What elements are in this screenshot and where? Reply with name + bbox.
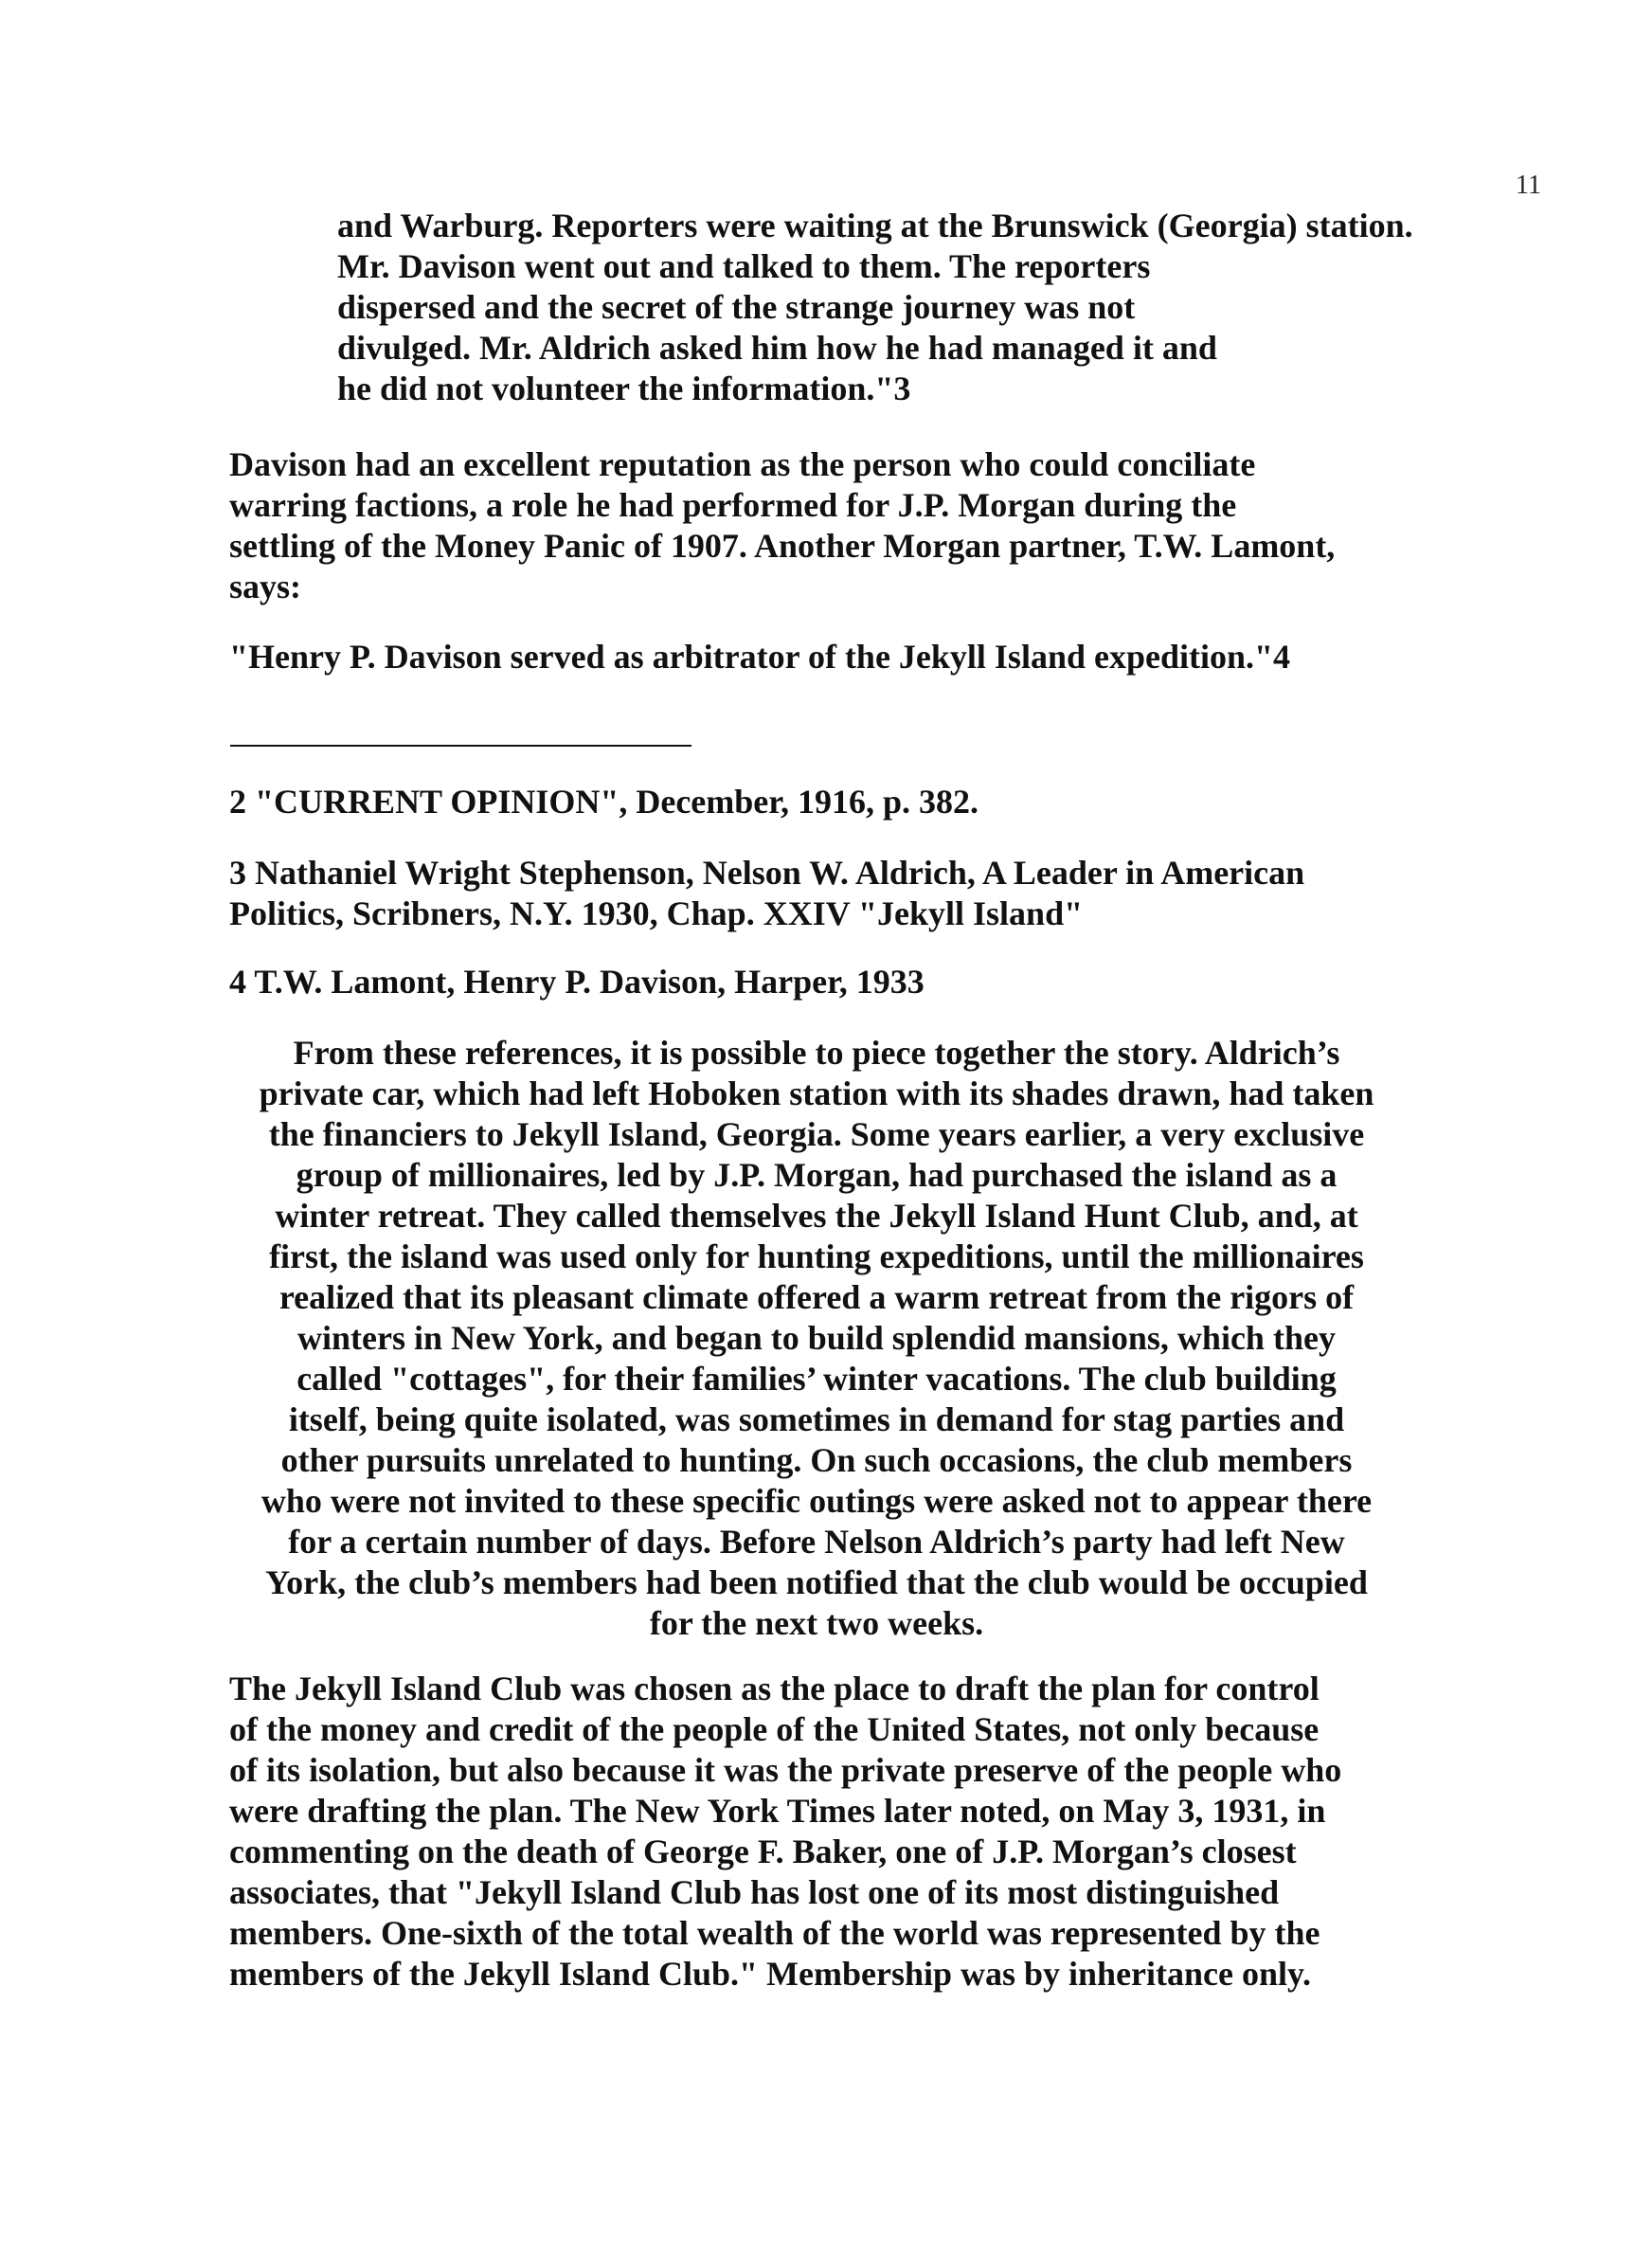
centered-line: first, the island was used only for hunting expeditions, until the millionaires bbox=[269, 1237, 1364, 1275]
footnote-3 bbox=[229, 853, 1304, 934]
quote-line: dispersed and the secret of the strange journey was not bbox=[337, 288, 1136, 326]
paragraph-line: members of the Jekyll Island Club." Membership was by inheritance only. bbox=[229, 1955, 1312, 1993]
centered-line: for the next two weeks. bbox=[649, 1604, 984, 1642]
paragraph-davison bbox=[229, 444, 1335, 607]
paragraph-line: commenting on the death of George F. Baker, one of J.P. Morgan’s closest bbox=[229, 1833, 1297, 1870]
quote-block bbox=[337, 206, 1413, 409]
quote-line: Mr. Davison went out and talked to them. The reporters bbox=[337, 247, 1151, 285]
footnote-2: 2 "CURRENT OPINION", December, 1916, p. 382. bbox=[229, 783, 979, 821]
paragraph-line: The Jekyll Island Club was chosen as the place to draft the plan for control bbox=[229, 1670, 1320, 1707]
centered-line: itself, being quite isolated, was sometimes in demand for stag parties and bbox=[288, 1400, 1345, 1438]
footnote-line: 3 Nathaniel Wright Stephenson, Nelson W. Aldrich, A Leader in American bbox=[229, 854, 1305, 892]
centered-line: York, the club’s members had been notified that the club would be occupied bbox=[265, 1563, 1368, 1601]
centered-line: for a certain number of days. Before Nelson Aldrich’s party had left New bbox=[288, 1523, 1345, 1561]
paragraph-line: warring factions, a role he had performed for J.P. Morgan during the bbox=[229, 486, 1237, 524]
centered-line: who were not invited to these specific outings were asked not to appear there bbox=[260, 1482, 1373, 1520]
quote-line: he did not volunteer the information."3 bbox=[337, 370, 911, 407]
footnote-4: 4 T.W. Lamont, Henry P. Davison, Harper, 1933 bbox=[229, 963, 925, 1001]
centered-line: winter retreat. They called themselves the Jekyll Island Hunt Club, and, at bbox=[275, 1197, 1358, 1235]
centered-paragraph bbox=[229, 1033, 1404, 1644]
paragraph-line: of its isolation, but also because it was the private preserve of the people who bbox=[229, 1751, 1342, 1789]
paragraph-jekyll-club bbox=[229, 1669, 1341, 1995]
centered-line: realized that its pleasant climate offered a warm retreat from the rigors of bbox=[278, 1278, 1355, 1316]
footnote-line: Politics, Scribners, N.Y. 1930, Chap. XXIV "Jekyll Island" bbox=[229, 894, 1084, 932]
footnote-separator bbox=[230, 745, 691, 747]
page-number: 11 bbox=[1516, 171, 1541, 200]
paragraph-line: settling of the Money Panic of 1907. Another Morgan partner, T.W. Lamont, bbox=[229, 527, 1336, 565]
centered-line: other pursuits unrelated to hunting. On such occasions, the club members bbox=[280, 1441, 1353, 1479]
quote-line: divulged. Mr. Aldrich asked him how he had managed it and bbox=[337, 329, 1217, 367]
centered-line: private car, which had left Hoboken station with its shades drawn, had taken bbox=[259, 1074, 1374, 1112]
paragraph-line: Davison had an excellent reputation as the person who could conciliate bbox=[229, 445, 1256, 483]
paragraph-line: of the money and credit of the people of the United States, not only because bbox=[229, 1710, 1320, 1748]
centered-line: From these references, it is possible to piece together the story. Aldrich’s bbox=[293, 1034, 1340, 1072]
centered-line: winters in New York, and began to build splendid mansions, which they bbox=[297, 1319, 1336, 1357]
paragraph-line: says: bbox=[229, 568, 302, 605]
paragraph-line: associates, that "Jekyll Island Club has lost one of its most distinguished bbox=[229, 1873, 1280, 1911]
lamont-quote: "Henry P. Davison served as arbitrator of the Jekyll Island expedition."4 bbox=[229, 638, 1290, 676]
quote-line: and Warburg. Reporters were waiting at the Brunswick (Georgia) station. bbox=[337, 207, 1413, 244]
paragraph-line: were drafting the plan. The New York Times later noted, on May 3, 1931, in bbox=[229, 1792, 1326, 1830]
centered-line: called "cottages", for their families’ winter vacations. The club building bbox=[296, 1360, 1337, 1398]
paragraph-line: members. One-sixth of the total wealth of the world was represented by the bbox=[229, 1914, 1320, 1952]
centered-line: the financiers to Jekyll Island, Georgia. Some years earlier, a very exclusive bbox=[268, 1115, 1365, 1153]
centered-line: group of millionaires, led by J.P. Morgan, had purchased the island as a bbox=[296, 1156, 1338, 1194]
